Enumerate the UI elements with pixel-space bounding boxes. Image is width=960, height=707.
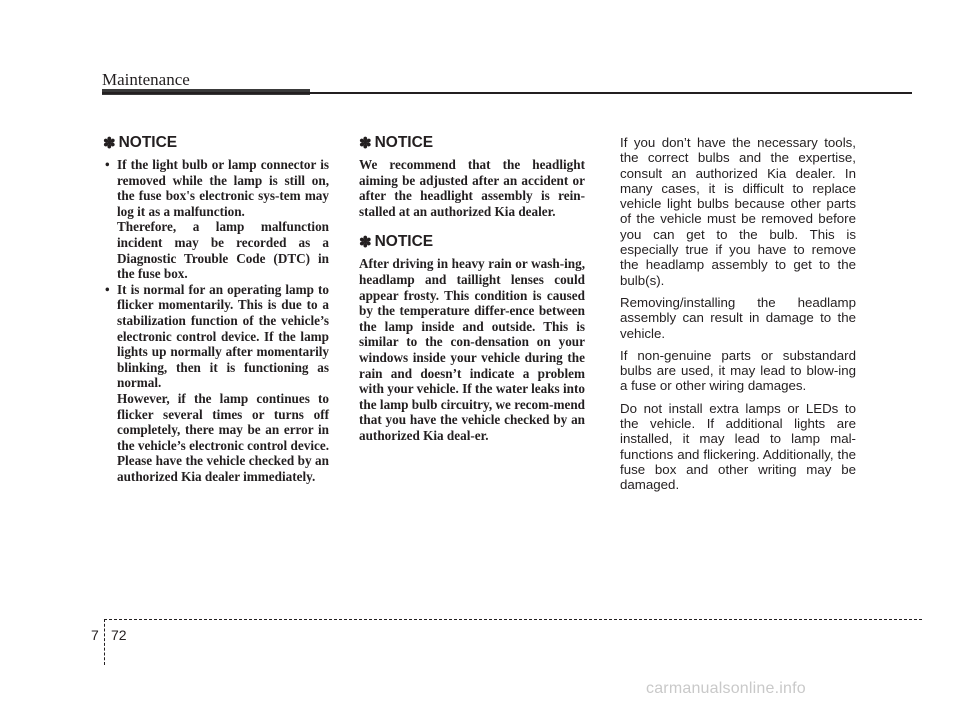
notice-bullet-list <box>103 157 329 484</box>
body-paragraph: If you don’t have the necessary tools, the correct bulbs and the expertise, consult an authorized Kia dealer. In many cases, it is difficult to replace vehicle light bulbs because other parts of the vehicle must be removed before you can get to the bulb. This is especially true if you have to remove the headlamp assembly to get to the bulb(s). <box>620 135 856 288</box>
notice-heading <box>359 233 585 251</box>
notice-star-icon: ✽ <box>359 234 372 252</box>
bullet-extra-text: However, if the lamp continues to flicker several times or turns off completely, there may be an error in the vehicle’s electronic control device. Please have the vehicle checked by an authorized Kia dealer immediately. <box>117 390 329 484</box>
bullet-text: It is normal for an operating lamp to flicker momentarily. This is due to a stabilization function of the vehicle’s electronic control device. If the lamp lights up normally after momentarily blinking, then it is functioning as normal. <box>117 281 329 391</box>
watermark: carmanualsonline.info <box>646 680 806 697</box>
body-paragraph: Do not install extra lamps or LEDs to the vehicle. If additional lights are installed, it may lead to lamp mal-functions and flickering. Additionally, the fuse box and other writing may be damaged. <box>620 400 856 493</box>
bullet-icon: • <box>105 157 110 172</box>
bullet-extra-text: Therefore, a lamp malfunction incident may be recorded as a Diagnostic Trouble Code (DTC) in the fuse box. <box>117 219 329 282</box>
footer-vertical-rule <box>104 619 105 665</box>
notice-heading <box>359 134 585 152</box>
notice-title: NOTICE <box>118 134 178 151</box>
column-left <box>103 134 329 484</box>
column-middle <box>359 134 585 458</box>
body-paragraph: Removing/installing the headlamp assembly can result in damage to the vehicle. <box>620 294 856 341</box>
page-number: 72 <box>111 627 127 643</box>
footer-rule <box>104 619 922 620</box>
notice-text: After driving in heavy rain or wash-ing, headlamp and taillight lenses could appear frosty. This condition is caused by the temperature differ-ence between the lamp inside and outside. This is similar to the con-densation on your windows inside your vehicle during the rain and doesn’t indicate a problem with your vehicle. If the water leaks into the lamp bulb circuitry, we recom-mend that you have the vehicle checked by an authorized Kia deal-er. <box>359 256 585 443</box>
notice-text: We recommend that the headlight aiming be adjusted after an accident or after the headlight assembly is rein-stalled at an authorized Kia dealer. <box>359 157 585 219</box>
notice-title: NOTICE <box>374 233 434 251</box>
body-paragraph: If non-genuine parts or substandard bulbs are used, it may lead to blow-ing a fuse or other wiring damages. <box>620 347 856 394</box>
list-item <box>103 157 329 282</box>
notice-title: NOTICE <box>374 134 434 151</box>
notice-star-icon: ✽ <box>359 135 372 152</box>
header-rule <box>102 92 912 94</box>
page-header-title: Maintenance <box>102 70 190 89</box>
list-item <box>103 282 329 485</box>
notice-heading <box>103 134 329 152</box>
column-right <box>620 135 856 500</box>
notice-star-icon: ✽ <box>103 135 116 152</box>
bullet-icon: • <box>105 281 110 297</box>
chapter-number: 7 <box>91 627 99 643</box>
bullet-text: If the light bulb or lamp connector is removed while the lamp is still on, the fuse box's electronic sys-tem may log it as a malfunction. <box>117 157 329 219</box>
